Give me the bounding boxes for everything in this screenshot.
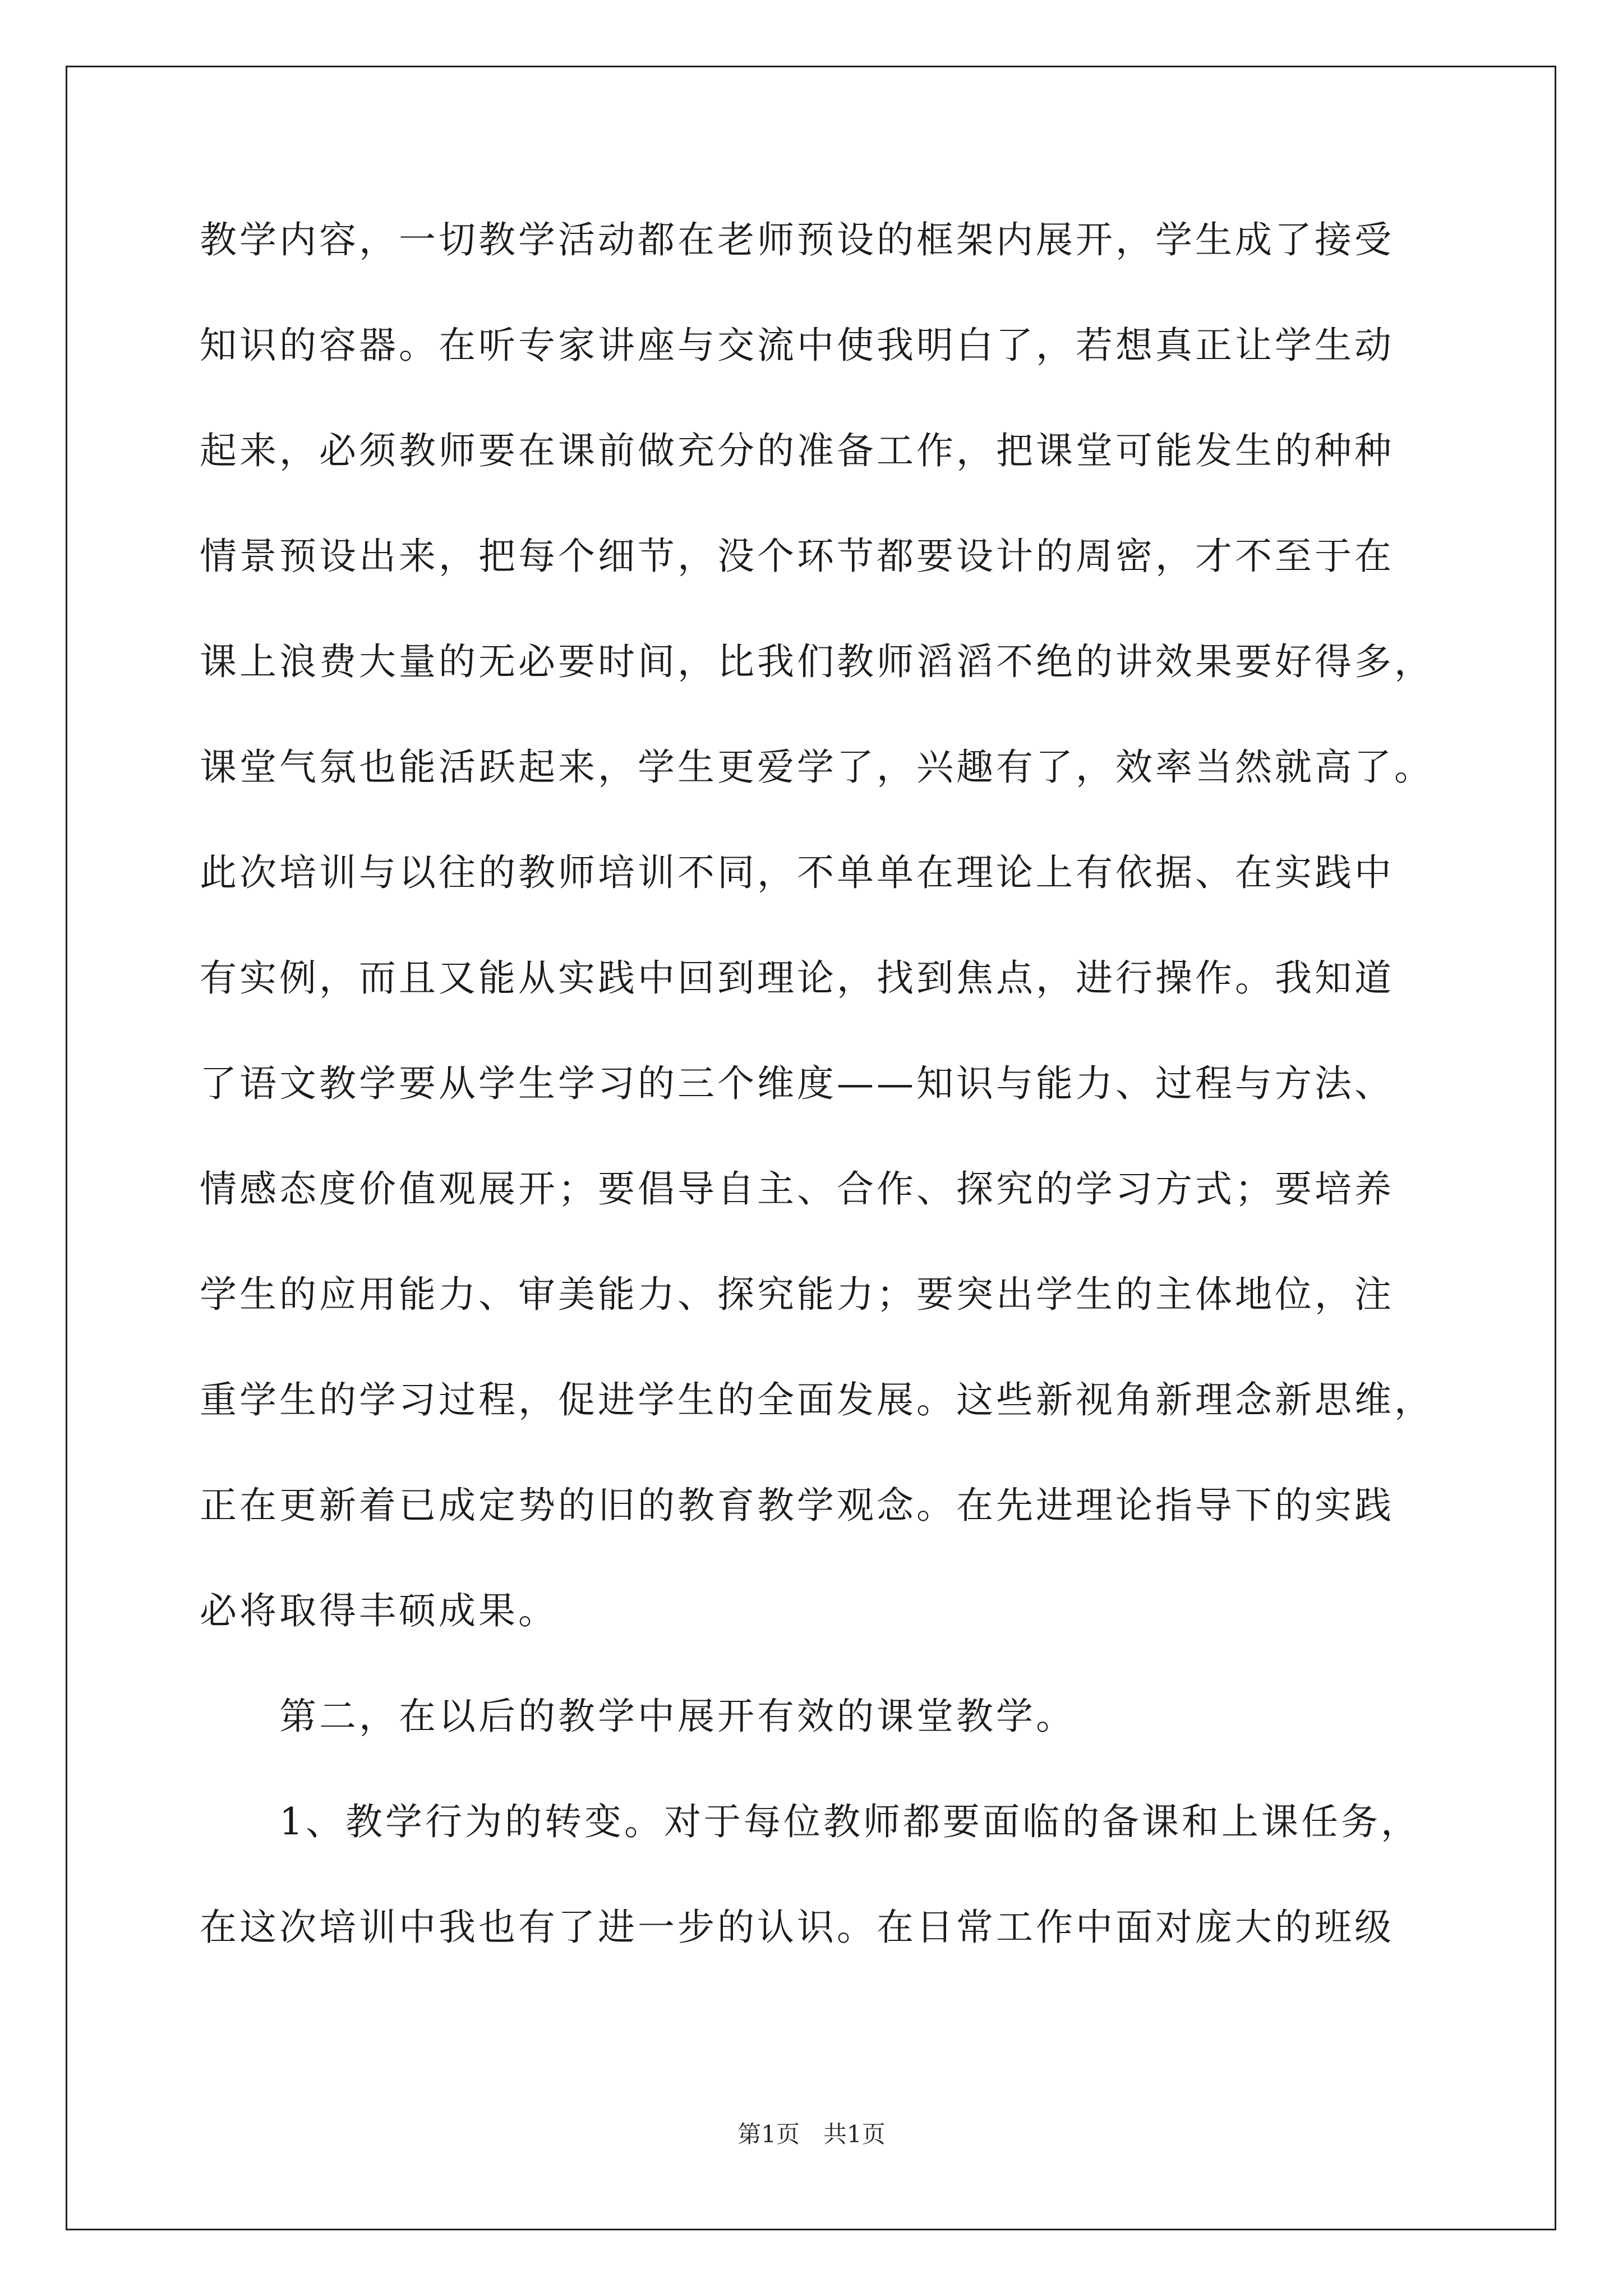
text-line: 情景预设出来，把每个细节，没个环节都要设计的周密，才不至于在	[200, 535, 1394, 578]
text-line: 有实例，而且又能从实践中回到理论，找到焦点，进行操作。我知道	[200, 956, 1394, 1000]
text-line: 正在更新着已成定势的旧的教育教学观念。在先进理论指导下的实践	[200, 1484, 1394, 1527]
paragraph-heading: 第二，在以后的教学中展开有效的课堂教学。	[279, 1695, 1076, 1738]
text-line: 此次培训与以往的教师培训不同，不单单在理论上有依据、在实践中	[200, 851, 1394, 894]
text-line: 课堂气氛也能活跃起来，学生更爱学了，兴趣有了，效率当然就高了。	[200, 746, 1434, 789]
text-line: 情感态度价值观展开；要倡导自主、合作、探究的学习方式；要培养	[200, 1167, 1394, 1211]
text-line: 知识的容器。在听专家讲座与交流中使我明白了，若想真正让学生动	[200, 324, 1394, 367]
text-line: 重学生的学习过程，促进学生的全面发展。这些新视角新理念新思维，	[200, 1378, 1434, 1421]
text-line: 教学内容，一切教学活动都在老师预设的框架内展开，学生成了接受	[200, 218, 1394, 261]
text-line: 了语文教学要从学生学习的三个维度——知识与能力、过程与方法、	[200, 1062, 1394, 1105]
text-line: 1、教学行为的转变。对于每位教师都要面临的备课和上课任务，	[279, 1800, 1421, 1843]
text-line: 学生的应用能力、审美能力、探究能力；要突出学生的主体地位，注	[200, 1273, 1394, 1316]
document-body	[200, 219, 1433, 2012]
text-line: 课上浪费大量的无必要时间，比我们教师滔滔不绝的讲效果要好得多，	[200, 640, 1434, 683]
page-number: 第1页 共1页	[737, 2120, 886, 2148]
text-line: 起来，必须教师要在课前做充分的准备工作，把课堂可能发生的种种	[200, 429, 1394, 472]
text-line: 必将取得丰硕成果。	[200, 1589, 558, 1632]
text-line: 在这次培训中我也有了进一步的认识。在日常工作中面对庞大的班级	[200, 1906, 1394, 1949]
